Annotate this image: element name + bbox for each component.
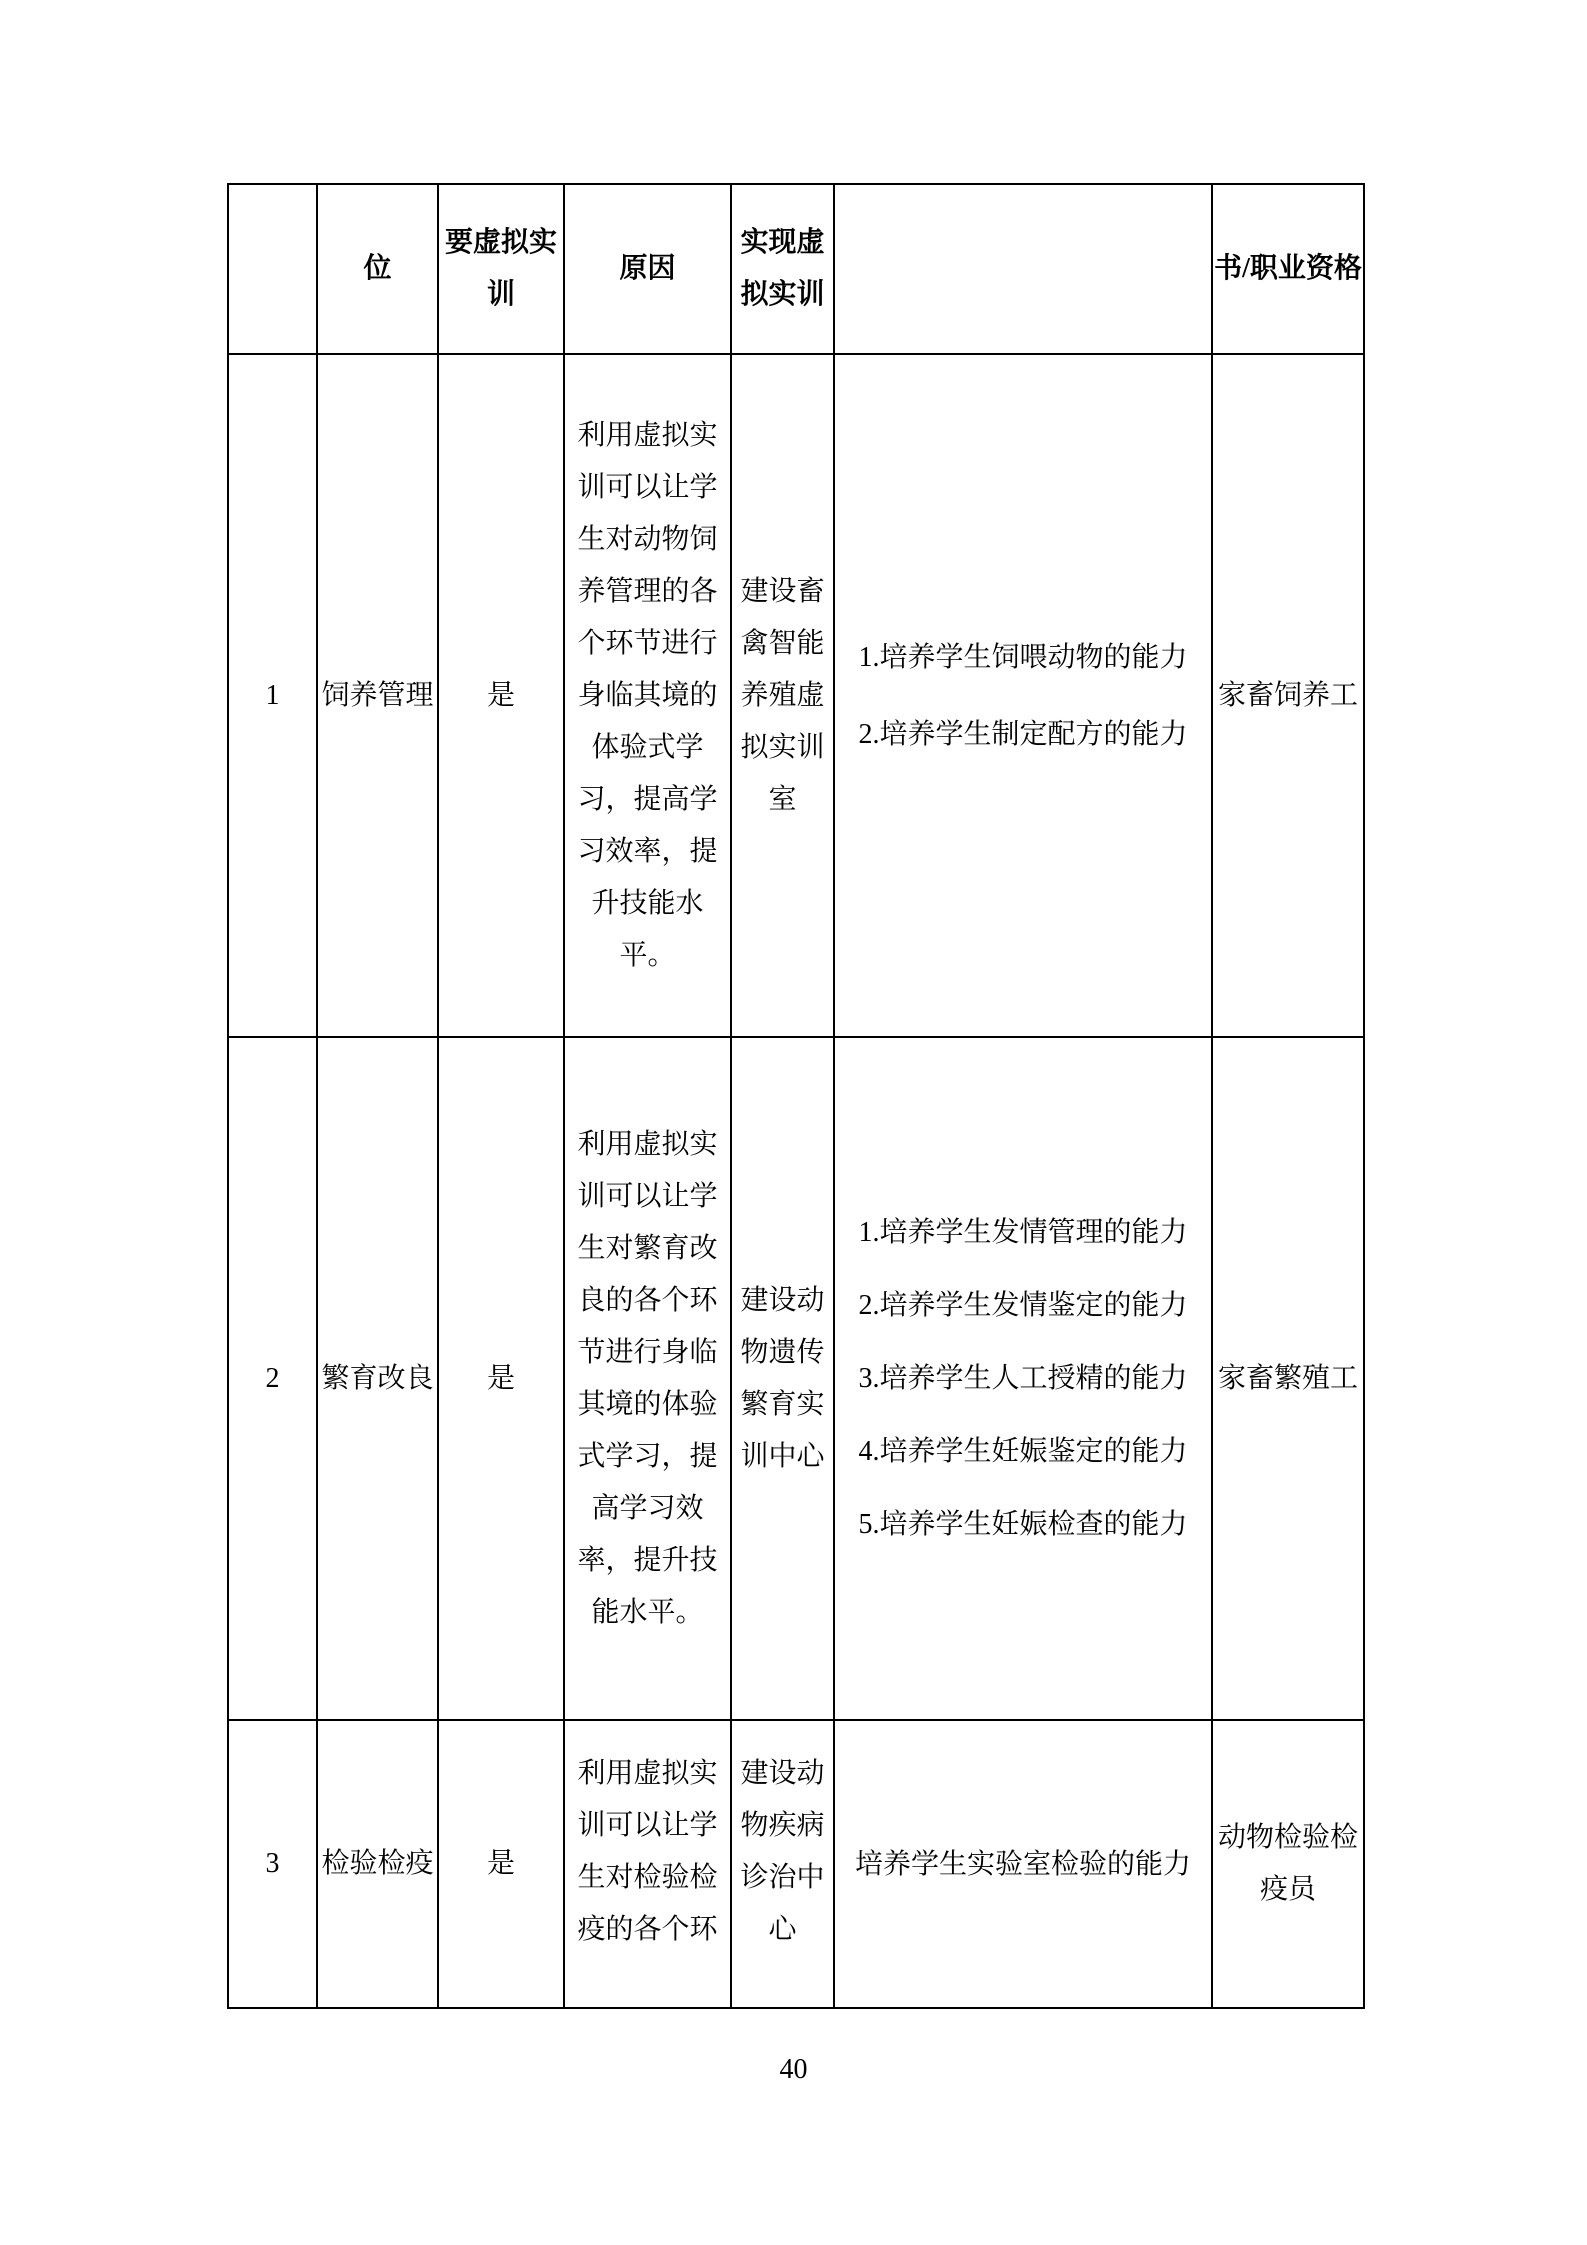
header-cell-abilities xyxy=(834,184,1212,354)
header-cell-need: 要虚拟实训 xyxy=(438,184,564,354)
implementation-clipped-text: 建设动物疾病诊治中心 xyxy=(740,1758,825,1945)
header-cell-index xyxy=(228,184,317,354)
cell-implementation: 建设畜禽智能养殖虚拟实训室 xyxy=(731,354,834,1037)
ability-item: 2.培养学生发情鉴定的能力 xyxy=(858,1290,1188,1321)
table-header-row xyxy=(228,184,1364,354)
header-cell-implement: 实现虚拟实训 xyxy=(731,184,834,354)
cell-reason xyxy=(564,1720,731,2008)
cell-abilities xyxy=(834,1720,1212,2008)
reason-clipped-text: 利用虚拟实训可以让学生对检验检疫的各个环 xyxy=(577,1758,718,1945)
header-cell-reason: 原因 xyxy=(564,184,731,354)
ability-item: 4.培养学生妊娠鉴定的能力 xyxy=(858,1436,1188,1467)
ability-item: 培养学生实验室检验的能力 xyxy=(854,1848,1191,1880)
cell-position: 饲养管理 xyxy=(317,354,438,1037)
cell-row-index: 3 xyxy=(228,1720,317,2008)
ability-item: 1.培养学生发情管理的能力 xyxy=(858,1217,1188,1248)
cell-abilities xyxy=(834,354,1212,1037)
cell-position: 繁育改良 xyxy=(317,1037,438,1720)
cell-certificate: 家畜饲养工 xyxy=(1212,354,1364,1037)
ability-item: 5.培养学生妊娠检查的能力 xyxy=(858,1509,1188,1540)
cell-need-virtual-training: 是 xyxy=(438,1720,564,2008)
cell-need-virtual-training: 是 xyxy=(438,1037,564,1720)
ability-list xyxy=(835,1206,1211,1551)
virtual-training-table xyxy=(227,183,1365,2009)
cell-reason: 利用虚拟实训可以让学生对繁育改良的各个环节进行身临其境的体验式学习，提高学习效率，提升技能水平。 xyxy=(564,1037,731,1720)
ability-item: 3.培养学生人工授精的能力 xyxy=(858,1363,1188,1394)
table-row-2 xyxy=(228,1037,1364,1720)
page-number: 40 xyxy=(779,2054,808,2085)
ability-item: 2.培养学生制定配方的能力 xyxy=(858,718,1188,750)
table-row-1 xyxy=(228,354,1364,1037)
header-cell-cert: 书/职业资格 xyxy=(1212,184,1364,354)
cell-row-index: 2 xyxy=(228,1037,317,1720)
cell-row-index: 1 xyxy=(228,354,317,1037)
table-row-3 xyxy=(228,1720,1364,2008)
cell-need-virtual-training: 是 xyxy=(438,354,564,1037)
ability-list xyxy=(835,631,1211,761)
header-cell-position: 位 xyxy=(317,184,438,354)
cell-position: 检验检疫 xyxy=(317,1720,438,2008)
ability-item: 1.培养学生饲喂动物的能力 xyxy=(858,641,1188,673)
cell-implementation xyxy=(731,1720,834,2008)
cell-abilities xyxy=(834,1037,1212,1720)
cell-certificate: 动物检验检疫员 xyxy=(1212,1720,1364,2008)
cell-reason: 利用虚拟实训可以让学生对动物饲养管理的各个环节进行身临其境的体验式学习，提高学习效率，提升技能水平。 xyxy=(564,354,731,1037)
cell-certificate: 家畜繁殖工 xyxy=(1212,1037,1364,1720)
ability-list xyxy=(835,1838,1211,1891)
cell-implementation: 建设动物遗传繁育实训中心 xyxy=(731,1037,834,1720)
